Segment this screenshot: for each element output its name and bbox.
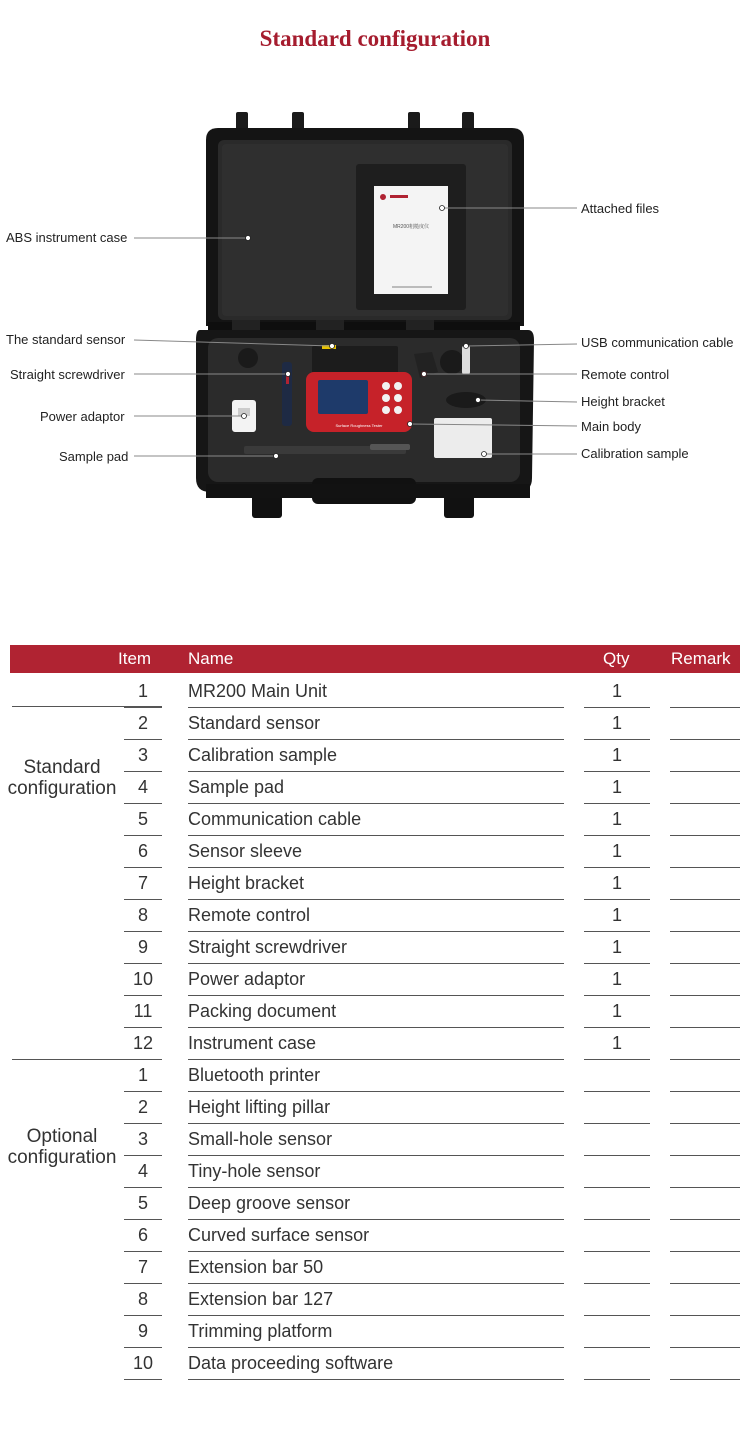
item-name: Small-hole sensor: [188, 1129, 333, 1149]
row-underline: [188, 1091, 564, 1092]
manual-document: [374, 186, 448, 294]
row-underline: [124, 771, 162, 772]
row-underline: [188, 707, 564, 708]
row-underline: [124, 707, 162, 708]
row-underline: [188, 1315, 564, 1316]
row-underline: [584, 1123, 650, 1124]
item-number: 1: [137, 1065, 148, 1085]
row-underline: [188, 835, 564, 836]
row-underline: [584, 963, 650, 964]
page-title: Standard configuration: [259, 26, 491, 51]
row-underline: [188, 803, 564, 804]
row-underline: [670, 1059, 740, 1060]
row-underline: [670, 1155, 740, 1156]
item-name: Instrument case: [188, 1033, 317, 1053]
row-underline: [188, 1379, 564, 1380]
row-underline: [188, 1155, 564, 1156]
row-underline: [124, 995, 162, 996]
item-name: Power adaptor: [188, 969, 306, 989]
row-underline: [670, 1219, 740, 1220]
manual-title: MR200粗糙度仪: [392, 224, 430, 230]
row-underline: [188, 995, 564, 996]
item-number: 3: [137, 745, 148, 765]
row-underline: [670, 1315, 740, 1316]
table-row: [0, 677, 750, 709]
row-underline: [584, 771, 650, 772]
group-label-standard: [0, 757, 124, 799]
item-number: 7: [137, 1257, 148, 1277]
row-underline: [670, 1187, 740, 1188]
row-underline: [124, 803, 162, 804]
row-underline: [670, 931, 740, 932]
table-row: [0, 965, 750, 997]
row-underline: [670, 835, 740, 836]
table-row: [0, 1349, 750, 1381]
item-number: 3: [137, 1129, 148, 1149]
item-name: Sample pad: [188, 777, 285, 797]
item-number: 5: [137, 1193, 148, 1213]
row-underline: [124, 963, 162, 964]
row-underline: [584, 1187, 650, 1188]
item-name: Straight screwdriver: [188, 937, 348, 957]
row-underline: [670, 899, 740, 900]
row-underline: [124, 1283, 162, 1284]
item-qty: 1: [611, 809, 622, 829]
table-row: [0, 1317, 750, 1349]
device-label: Surface Roughness Tester: [335, 423, 383, 428]
row-underline: [584, 1283, 650, 1284]
item-name: Communication cable: [188, 809, 362, 829]
callout-calibration-sample: Calibration sample: [581, 446, 689, 461]
row-underline: [124, 899, 162, 900]
item-number: 5: [137, 809, 148, 829]
row-underline: [124, 1379, 162, 1380]
group-label-optional: [0, 1126, 124, 1168]
table-row: [0, 805, 750, 837]
row-underline: [188, 867, 564, 868]
row-underline: [188, 899, 564, 900]
table-row: [0, 933, 750, 965]
item-qty: 1: [611, 713, 622, 733]
row-underline: [670, 707, 740, 708]
row-underline: [670, 803, 740, 804]
row-underline: [584, 995, 650, 996]
row-underline: [124, 1347, 162, 1348]
table-row: [0, 901, 750, 933]
row-underline: [584, 931, 650, 932]
item-name: Height bracket: [188, 873, 305, 893]
item-number: 9: [137, 937, 148, 957]
row-underline: [188, 1347, 564, 1348]
row-underline: [584, 899, 650, 900]
callout-abs-instrument-case: ABS instrument case: [6, 230, 128, 245]
group-label-line2: configuration: [7, 1147, 117, 1168]
item-name: Standard sensor: [188, 713, 321, 733]
item-number: 9: [137, 1321, 148, 1341]
row-underline: [124, 1187, 162, 1188]
row-underline: [670, 1251, 740, 1252]
item-name: Extension bar 127: [188, 1289, 334, 1309]
row-underline: [584, 1251, 650, 1252]
case-base: [196, 330, 534, 518]
row-underline: [584, 739, 650, 740]
row-underline: [670, 1283, 740, 1284]
group-separator: [12, 706, 162, 707]
row-underline: [584, 1219, 650, 1220]
item-number: 4: [137, 1161, 148, 1181]
item-name: Extension bar 50: [188, 1257, 324, 1277]
item-qty: 1: [611, 969, 622, 989]
table-header: [10, 645, 740, 673]
row-underline: [584, 1379, 650, 1380]
item-number: 4: [137, 777, 148, 797]
row-underline: [188, 963, 564, 964]
item-number: 2: [137, 1097, 148, 1117]
row-underline: [584, 1091, 650, 1092]
group-separator: [12, 1059, 162, 1060]
row-underline: [124, 867, 162, 868]
row-underline: [124, 1155, 162, 1156]
table-row: [0, 1221, 750, 1253]
item-qty: 1: [611, 905, 622, 925]
row-underline: [188, 1219, 564, 1220]
row-underline: [124, 835, 162, 836]
row-underline: [124, 1091, 162, 1092]
item-name: Remote control: [188, 905, 311, 925]
table-row: [0, 997, 750, 1029]
item-number: 10: [132, 1353, 154, 1373]
table-row: [0, 869, 750, 901]
row-underline: [188, 1187, 564, 1188]
item-name: Deep groove sensor: [188, 1193, 351, 1213]
row-underline: [188, 1283, 564, 1284]
row-underline: [584, 1155, 650, 1156]
callout-height-bracket: Height bracket: [581, 394, 665, 409]
row-underline: [670, 867, 740, 868]
item-number: 12: [132, 1033, 154, 1053]
item-qty: 1: [611, 937, 622, 957]
row-underline: [584, 803, 650, 804]
row-underline: [188, 1027, 564, 1028]
table-row: [0, 1189, 750, 1221]
callout-remote-control: Remote control: [581, 367, 670, 382]
row-underline: [670, 1379, 740, 1380]
row-underline: [188, 771, 564, 772]
item-number: 10: [132, 969, 154, 989]
header-item: Item: [118, 649, 152, 668]
row-underline: [124, 1123, 162, 1124]
item-name: Data proceeding software: [188, 1353, 394, 1373]
table-row: [0, 1061, 750, 1093]
row-underline: [670, 1123, 740, 1124]
row-underline: [584, 1059, 650, 1060]
item-number: 2: [137, 713, 148, 733]
row-underline: [670, 995, 740, 996]
row-underline: [584, 1027, 650, 1028]
item-name: Packing document: [188, 1001, 337, 1021]
item-name: MR200 Main Unit: [188, 681, 328, 701]
item-qty: 1: [611, 777, 622, 797]
row-underline: [188, 739, 564, 740]
header-name: Name: [188, 649, 234, 668]
header-remark: Remark: [671, 649, 731, 668]
row-underline: [584, 867, 650, 868]
table-row: [0, 709, 750, 741]
table-row: [0, 1029, 750, 1061]
instrument-case-illustration: [0, 100, 750, 540]
header-qty: Qty: [603, 649, 630, 668]
group-label-line1: Optional: [26, 1126, 98, 1147]
row-underline: [670, 1347, 740, 1348]
callout-straight-screwdriver: Straight screwdriver: [10, 367, 125, 382]
row-underline: [670, 739, 740, 740]
item-qty: 1: [611, 681, 622, 701]
item-number: 8: [137, 1289, 148, 1309]
item-number: 11: [133, 1001, 153, 1021]
item-name: Trimming platform: [188, 1321, 333, 1341]
table-row: [0, 837, 750, 869]
table-row: [0, 1285, 750, 1317]
row-underline: [584, 1347, 650, 1348]
item-number: 6: [137, 1225, 148, 1245]
row-underline: [584, 1315, 650, 1316]
row-underline: [670, 1091, 740, 1092]
row-underline: [124, 739, 162, 740]
item-qty: 1: [611, 1001, 622, 1021]
callout-attached-files: Attached files: [581, 201, 660, 216]
row-underline: [670, 963, 740, 964]
callout-power-adaptor: Power adaptor: [40, 409, 125, 424]
item-name: Tiny-hole sensor: [188, 1161, 321, 1181]
row-underline: [584, 707, 650, 708]
row-underline: [124, 1027, 162, 1028]
callout-usb-communication-cable: USB communication cable: [581, 335, 734, 350]
item-name: Bluetooth printer: [188, 1065, 321, 1085]
callout-standard-sensor: The standard sensor: [6, 332, 126, 347]
row-underline: [188, 1059, 564, 1060]
item-number: 8: [137, 905, 148, 925]
callout-main-body: Main body: [581, 419, 641, 434]
row-underline: [584, 835, 650, 836]
callout-sample-pad: Sample pad: [59, 449, 129, 464]
item-number: 1: [137, 681, 148, 701]
case-lid: [206, 112, 524, 326]
item-qty: 1: [611, 841, 622, 861]
group-label-line2: configuration: [7, 778, 117, 799]
row-underline: [670, 771, 740, 772]
item-number: 6: [137, 841, 148, 861]
row-underline: [188, 931, 564, 932]
row-underline: [188, 1123, 564, 1124]
item-qty: 1: [611, 873, 622, 893]
table-row: [0, 1253, 750, 1285]
group-label-line1: Standard: [23, 757, 101, 778]
table-row: [0, 1093, 750, 1125]
row-underline: [124, 931, 162, 932]
item-name: Height lifting pillar: [188, 1097, 331, 1117]
row-underline: [124, 1219, 162, 1220]
item-qty: 1: [611, 745, 622, 765]
row-underline: [124, 1315, 162, 1316]
item-number: 7: [137, 873, 148, 893]
row-underline: [188, 1251, 564, 1252]
item-name: Curved surface sensor: [188, 1225, 370, 1245]
row-underline: [124, 1251, 162, 1252]
item-name: Calibration sample: [188, 745, 338, 765]
item-name: Sensor sleeve: [188, 841, 303, 861]
item-qty: 1: [611, 1033, 622, 1053]
row-underline: [670, 1027, 740, 1028]
